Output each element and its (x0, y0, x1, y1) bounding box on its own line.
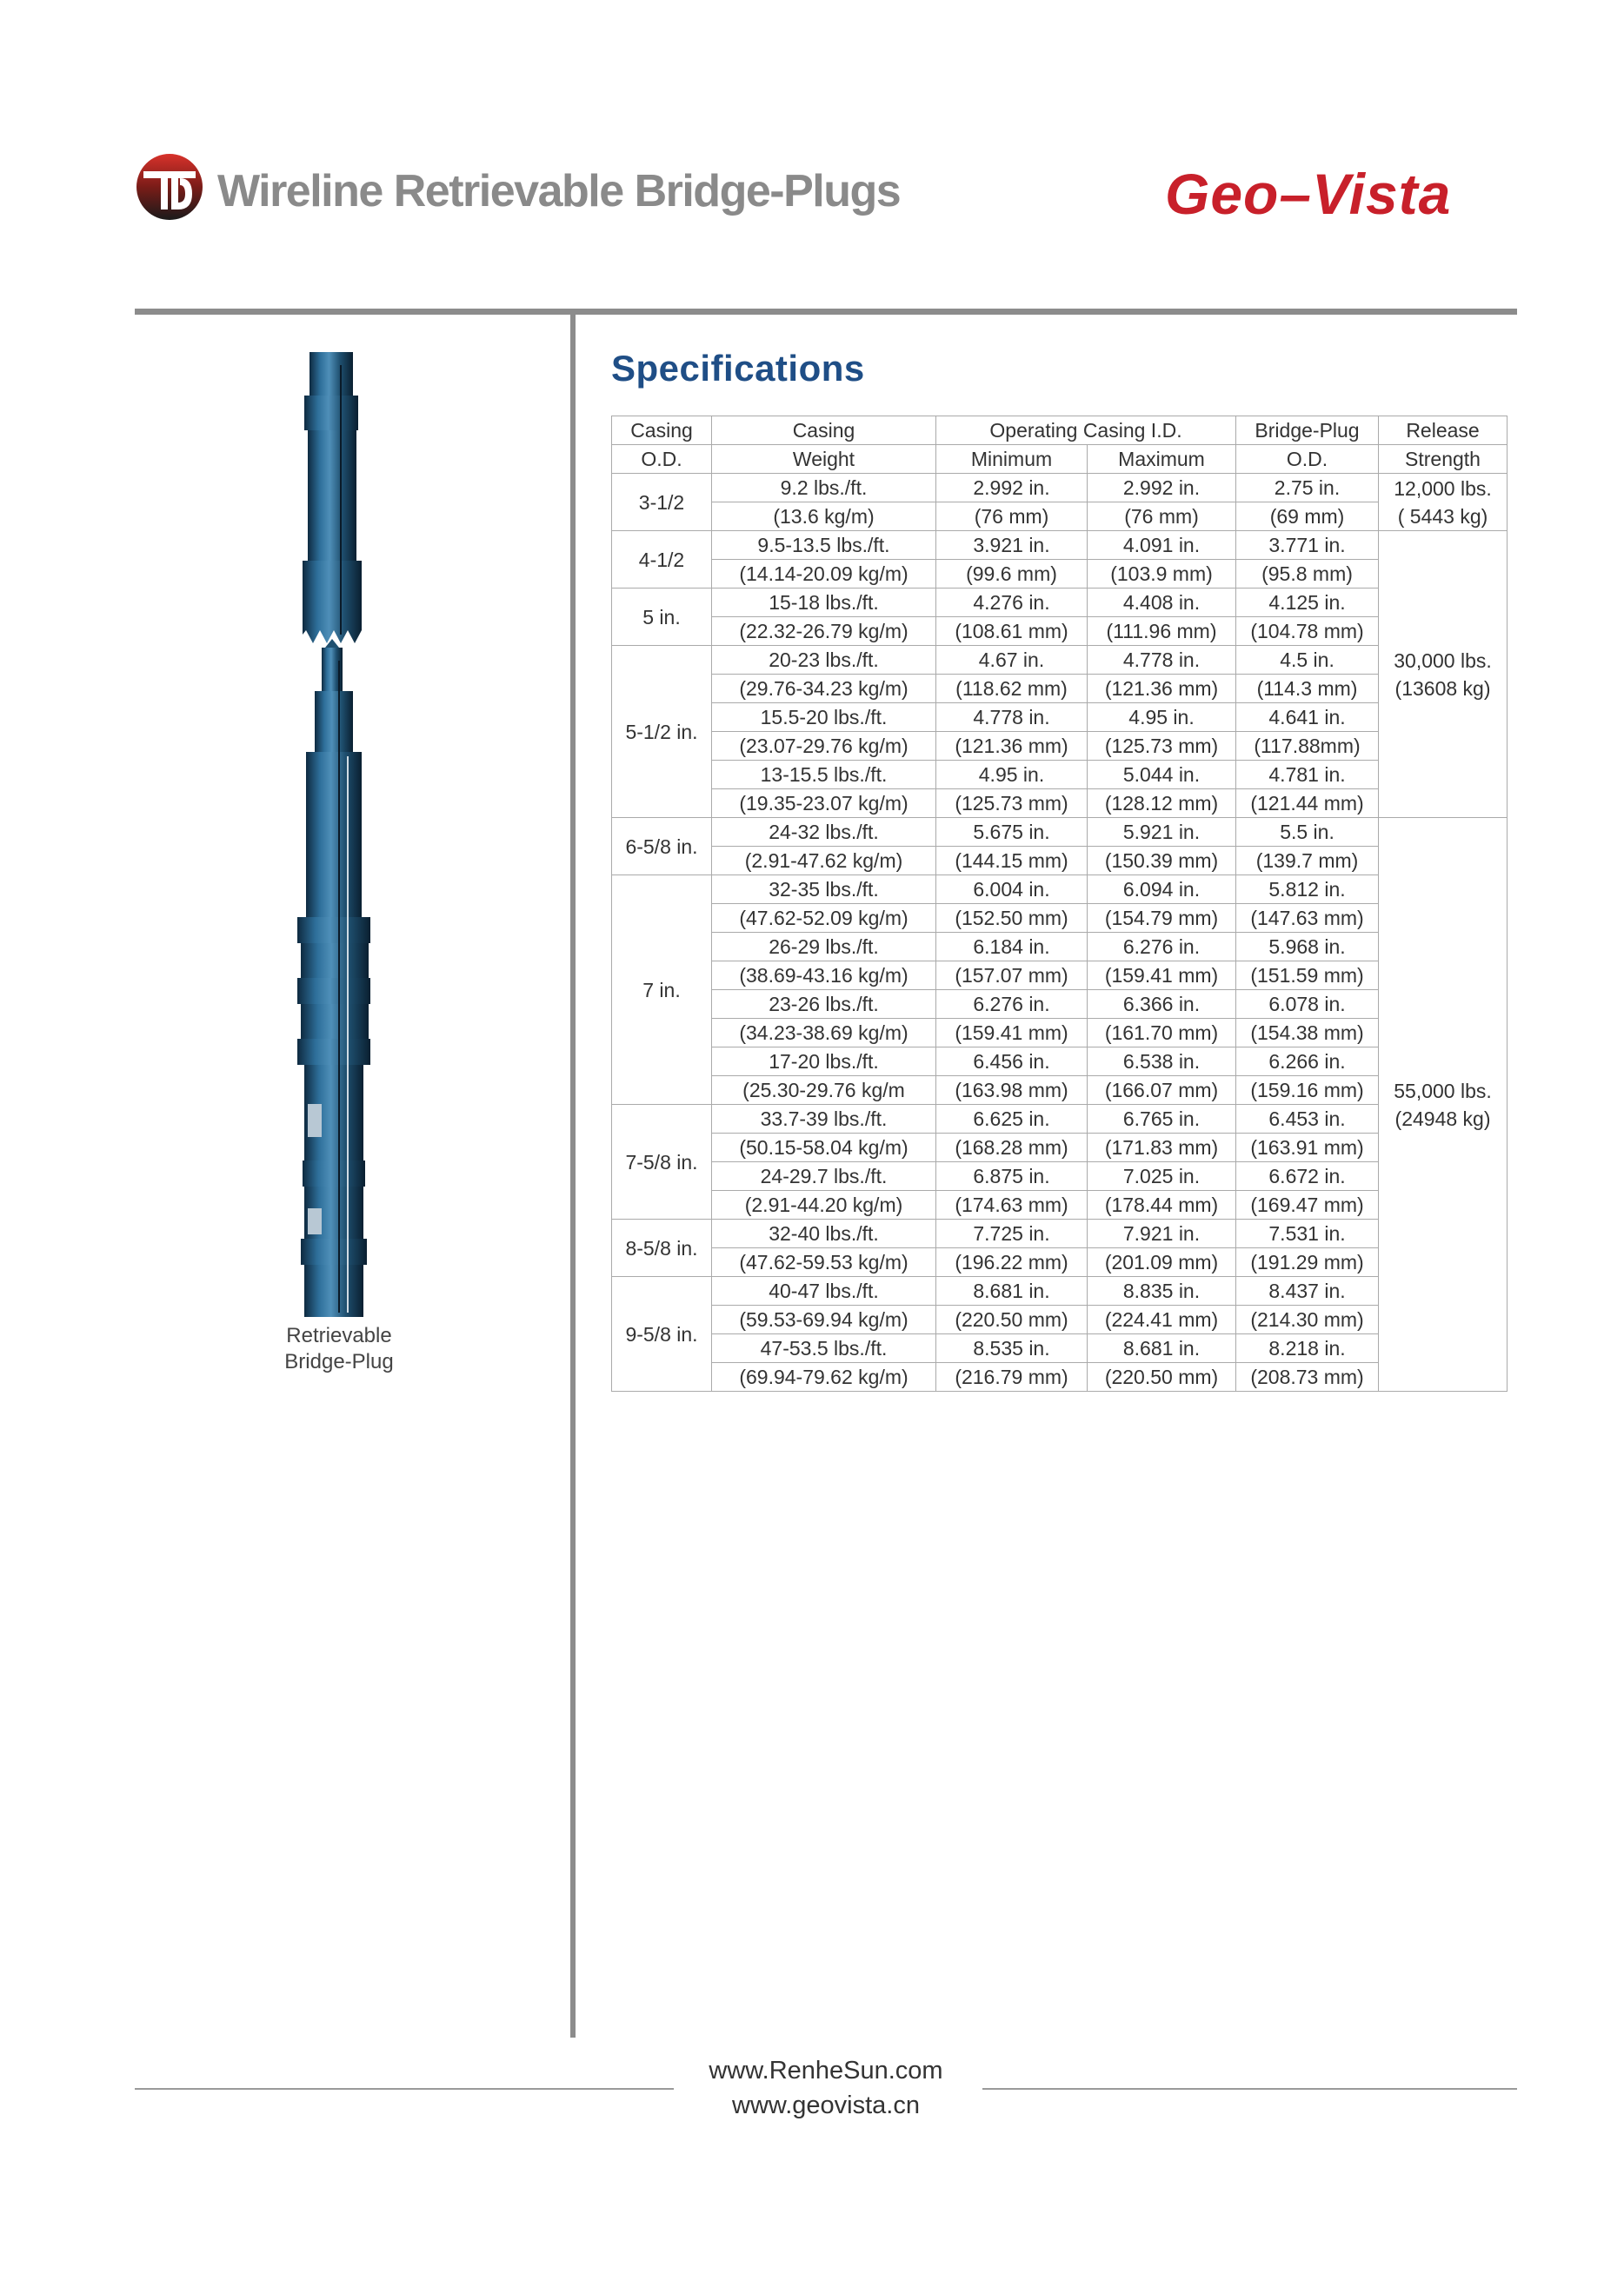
min-id-cell: (157.07 mm) (936, 961, 1088, 990)
header-minimum: Minimum (936, 445, 1088, 474)
plug-od-cell: 4.5 in. (1236, 646, 1379, 675)
min-id-cell: (144.15 mm) (936, 847, 1088, 875)
release-strength-kg: ( 5443 kg) (1397, 504, 1488, 528)
max-id-cell: (150.39 mm) (1088, 847, 1236, 875)
plug-od-cell: (139.7 mm) (1236, 847, 1379, 875)
casing-weight-cell: (69.94-79.62 kg/m) (712, 1363, 936, 1392)
max-id-cell: 7.025 in. (1088, 1162, 1236, 1191)
min-id-cell: (108.61 mm) (936, 617, 1088, 646)
min-id-cell: 7.725 in. (936, 1220, 1088, 1248)
max-id-cell: (171.83 mm) (1088, 1134, 1236, 1162)
max-id-cell: (201.09 mm) (1088, 1248, 1236, 1277)
min-id-cell: 2.992 in. (936, 474, 1088, 502)
casing-weight-cell: 47-53.5 lbs./ft. (712, 1334, 936, 1363)
table-row (612, 1191, 1508, 1220)
footer-rule-left (135, 2088, 674, 2090)
casing-weight-cell: (38.69-43.16 kg/m) (712, 961, 936, 990)
table-row (612, 617, 1508, 646)
casing-weight-cell: (25.30-29.76 kg/m (712, 1076, 936, 1105)
header-casing-weight: Casing (712, 416, 936, 445)
page-title: Wireline Retrievable Bridge-Plugs (217, 166, 901, 216)
table-row (612, 789, 1508, 818)
casing-weight-cell: 9.2 lbs./ft. (712, 474, 936, 502)
bridge-plug-tool-icon (287, 348, 391, 1321)
release-strength-cell (1379, 818, 1508, 1392)
plug-od-cell: 5.968 in. (1236, 933, 1379, 961)
min-id-cell: 4.95 in. (936, 761, 1088, 789)
max-id-cell: (224.41 mm) (1088, 1306, 1236, 1334)
max-id-cell: (154.79 mm) (1088, 904, 1236, 933)
table-row (612, 675, 1508, 703)
table-row (612, 732, 1508, 761)
table-row (612, 1076, 1508, 1105)
plug-od-cell: 8.218 in. (1236, 1334, 1379, 1363)
plug-od-cell: 7.531 in. (1236, 1220, 1379, 1248)
max-id-cell: (159.41 mm) (1088, 961, 1236, 990)
specifications-heading: Specifications (611, 348, 865, 389)
table-row (612, 818, 1508, 847)
plug-od-cell: 8.437 in. (1236, 1277, 1379, 1306)
min-id-cell: 4.276 in. (936, 589, 1088, 617)
casing-weight-cell: (19.35-23.07 kg/m) (712, 789, 936, 818)
casing-weight-cell: 23-26 lbs./ft. (712, 990, 936, 1019)
min-id-cell: 3.921 in. (936, 531, 1088, 560)
min-id-cell: 6.184 in. (936, 933, 1088, 961)
release-strength-cell (1379, 531, 1508, 818)
max-id-cell: 6.366 in. (1088, 990, 1236, 1019)
caption-line-1: Retrievable (286, 1324, 392, 1347)
plug-od-cell: 4.641 in. (1236, 703, 1379, 732)
max-id-cell: 6.538 in. (1088, 1047, 1236, 1076)
plug-od-cell: (151.59 mm) (1236, 961, 1379, 990)
casing-weight-cell: (23.07-29.76 kg/m) (712, 732, 936, 761)
table-row (612, 1162, 1508, 1191)
min-id-cell: (152.50 mm) (936, 904, 1088, 933)
max-id-cell: 8.835 in. (1088, 1277, 1236, 1306)
table-row (612, 1220, 1508, 1248)
min-id-cell: (216.79 mm) (936, 1363, 1088, 1392)
min-id-cell: (76 mm) (936, 502, 1088, 531)
casing-weight-cell: (50.15-58.04 kg/m) (712, 1134, 936, 1162)
max-id-cell: 7.921 in. (1088, 1220, 1236, 1248)
min-id-cell: (118.62 mm) (936, 675, 1088, 703)
max-id-cell: 6.094 in. (1088, 875, 1236, 904)
casing-od-cell: 8-5/8 in. (612, 1220, 712, 1277)
plug-od-cell: 6.453 in. (1236, 1105, 1379, 1134)
max-id-cell: (103.9 mm) (1088, 560, 1236, 589)
table-row (612, 1334, 1508, 1363)
plug-od-cell: (191.29 mm) (1236, 1248, 1379, 1277)
casing-weight-cell: 9.5-13.5 lbs./ft. (712, 531, 936, 560)
plug-od-cell: 6.266 in. (1236, 1047, 1379, 1076)
header-casing-od-2: O.D. (612, 445, 712, 474)
table-row (612, 1363, 1508, 1392)
plug-od-cell: 2.75 in. (1236, 474, 1379, 502)
header-casing-weight-2: Weight (712, 445, 936, 474)
casing-weight-cell: (29.76-34.23 kg/m) (712, 675, 936, 703)
min-id-cell: (174.63 mm) (936, 1191, 1088, 1220)
table-row (612, 1019, 1508, 1047)
release-strength-lbs: 55,000 lbs. (1394, 1079, 1492, 1102)
min-id-cell: 6.276 in. (936, 990, 1088, 1019)
release-strength-cell (1379, 474, 1508, 531)
casing-weight-cell: 24-29.7 lbs./ft. (712, 1162, 936, 1191)
plug-od-cell: (117.88mm) (1236, 732, 1379, 761)
release-strength-kg: (24948 kg) (1394, 1107, 1491, 1130)
casing-od-cell: 5-1/2 in. (612, 646, 712, 818)
max-id-cell: (220.50 mm) (1088, 1363, 1236, 1392)
casing-weight-cell: (2.91-47.62 kg/m) (712, 847, 936, 875)
casing-od-cell: 3-1/2 (612, 474, 712, 531)
plug-od-cell: (169.47 mm) (1236, 1191, 1379, 1220)
plug-od-cell: 6.078 in. (1236, 990, 1379, 1019)
casing-weight-cell: 15.5-20 lbs./ft. (712, 703, 936, 732)
table-row (612, 589, 1508, 617)
max-id-cell: (125.73 mm) (1088, 732, 1236, 761)
header-release: Release (1379, 416, 1508, 445)
casing-weight-cell: (14.14-20.09 kg/m) (712, 560, 936, 589)
release-strength-lbs: 12,000 lbs. (1394, 476, 1492, 500)
min-id-cell: 5.675 in. (936, 818, 1088, 847)
plug-od-cell: (208.73 mm) (1236, 1363, 1379, 1392)
specifications-table (611, 416, 1508, 1392)
casing-od-cell: 4-1/2 (612, 531, 712, 589)
min-id-cell: 8.535 in. (936, 1334, 1088, 1363)
casing-weight-cell: 17-20 lbs./ft. (712, 1047, 936, 1076)
table-row (612, 904, 1508, 933)
max-id-cell: (121.36 mm) (1088, 675, 1236, 703)
table-row (612, 990, 1508, 1019)
brand-logo: Geo–Vista (1165, 162, 1452, 226)
footer-url-renhesun: www.RenheSun.com (709, 2057, 943, 2085)
min-id-cell: 6.456 in. (936, 1047, 1088, 1076)
casing-weight-cell: 32-35 lbs./ft. (712, 875, 936, 904)
table-row (612, 1134, 1508, 1162)
casing-weight-cell: (34.23-38.69 kg/m) (712, 1019, 936, 1047)
release-strength-kg: (13608 kg) (1394, 676, 1491, 700)
plug-od-cell: (163.91 mm) (1236, 1134, 1379, 1162)
casing-weight-cell: 40-47 lbs./ft. (712, 1277, 936, 1306)
casing-weight-cell: (13.6 kg/m) (712, 502, 936, 531)
casing-od-cell: 7 in. (612, 875, 712, 1105)
release-strength-lbs: 30,000 lbs. (1394, 648, 1492, 672)
max-id-cell: (128.12 mm) (1088, 789, 1236, 818)
min-id-cell: (220.50 mm) (936, 1306, 1088, 1334)
footer-rule-right (982, 2088, 1517, 2090)
casing-od-cell: 6-5/8 in. (612, 818, 712, 875)
min-id-cell: (196.22 mm) (936, 1248, 1088, 1277)
max-id-cell: 5.921 in. (1088, 818, 1236, 847)
table-row (612, 646, 1508, 675)
header-row-1 (612, 416, 1508, 445)
plug-od-cell: (154.38 mm) (1236, 1019, 1379, 1047)
casing-weight-cell: (2.91-44.20 kg/m) (712, 1191, 936, 1220)
header-row-2 (612, 445, 1508, 474)
max-id-cell: (166.07 mm) (1088, 1076, 1236, 1105)
plug-od-cell: (69 mm) (1236, 502, 1379, 531)
casing-od-cell: 9-5/8 in. (612, 1277, 712, 1392)
min-id-cell: 6.004 in. (936, 875, 1088, 904)
plug-od-cell: 3.771 in. (1236, 531, 1379, 560)
min-id-cell: 6.875 in. (936, 1162, 1088, 1191)
casing-weight-cell: (47.62-52.09 kg/m) (712, 904, 936, 933)
plug-od-cell: (147.63 mm) (1236, 904, 1379, 933)
top-divider (135, 309, 1517, 315)
header-operating-id: Operating Casing I.D. (936, 416, 1236, 445)
casing-weight-cell: 13-15.5 lbs./ft. (712, 761, 936, 789)
min-id-cell: (159.41 mm) (936, 1019, 1088, 1047)
figure-caption (261, 1323, 417, 1375)
max-id-cell: 8.681 in. (1088, 1334, 1236, 1363)
table-row (612, 1248, 1508, 1277)
min-id-cell: (163.98 mm) (936, 1076, 1088, 1105)
table-row (612, 1047, 1508, 1076)
caption-line-2: Bridge-Plug (284, 1350, 394, 1373)
plug-od-cell: 5.812 in. (1236, 875, 1379, 904)
plug-od-cell: 5.5 in. (1236, 818, 1379, 847)
min-id-cell: (99.6 mm) (936, 560, 1088, 589)
table-row (612, 531, 1508, 560)
casing-weight-cell: 20-23 lbs./ft. (712, 646, 936, 675)
min-id-cell: 4.778 in. (936, 703, 1088, 732)
header-release-2: Strength (1379, 445, 1508, 474)
casing-od-cell: 5 in. (612, 589, 712, 646)
table-row (612, 961, 1508, 990)
footer-url-geovista: www.geovista.cn (732, 2091, 920, 2119)
table-row (612, 847, 1508, 875)
table-row (612, 502, 1508, 531)
table-row (612, 560, 1508, 589)
plug-od-cell: 4.125 in. (1236, 589, 1379, 617)
plug-od-cell: (121.44 mm) (1236, 789, 1379, 818)
column-divider (570, 315, 576, 2038)
max-id-cell: 4.778 in. (1088, 646, 1236, 675)
casing-weight-cell: 26-29 lbs./ft. (712, 933, 936, 961)
min-id-cell: (168.28 mm) (936, 1134, 1088, 1162)
min-id-cell: (121.36 mm) (936, 732, 1088, 761)
footer (661, 2053, 991, 2123)
min-id-cell: 6.625 in. (936, 1105, 1088, 1134)
casing-weight-cell: (22.32-26.79 kg/m) (712, 617, 936, 646)
header-plug-od: Bridge-Plug (1236, 416, 1379, 445)
table-row (612, 1105, 1508, 1134)
max-id-cell: 5.044 in. (1088, 761, 1236, 789)
casing-weight-cell: 24-32 lbs./ft. (712, 818, 936, 847)
table-row (612, 875, 1508, 904)
min-id-cell: (125.73 mm) (936, 789, 1088, 818)
header-casing-od: Casing (612, 416, 712, 445)
casing-weight-cell: (47.62-59.53 kg/m) (712, 1248, 936, 1277)
table-row (612, 1306, 1508, 1334)
max-id-cell: 4.95 in. (1088, 703, 1236, 732)
max-id-cell: 4.091 in. (1088, 531, 1236, 560)
table-row (612, 933, 1508, 961)
plug-od-cell: (214.30 mm) (1236, 1306, 1379, 1334)
max-id-cell: 6.765 in. (1088, 1105, 1236, 1134)
max-id-cell: 4.408 in. (1088, 589, 1236, 617)
max-id-cell: (111.96 mm) (1088, 617, 1236, 646)
renhesun-logo-icon (135, 152, 204, 222)
table-row (612, 703, 1508, 732)
max-id-cell: 2.992 in. (1088, 474, 1236, 502)
plug-od-cell: 6.672 in. (1236, 1162, 1379, 1191)
plug-od-cell: (114.3 mm) (1236, 675, 1379, 703)
plug-od-cell: (104.78 mm) (1236, 617, 1379, 646)
casing-weight-cell: 32-40 lbs./ft. (712, 1220, 936, 1248)
max-id-cell: 6.276 in. (1088, 933, 1236, 961)
casing-od-cell: 7-5/8 in. (612, 1105, 712, 1220)
plug-od-cell: (159.16 mm) (1236, 1076, 1379, 1105)
min-id-cell: 4.67 in. (936, 646, 1088, 675)
table-row (612, 761, 1508, 789)
plug-od-cell: 4.781 in. (1236, 761, 1379, 789)
casing-weight-cell: (59.53-69.94 kg/m) (712, 1306, 936, 1334)
header-maximum: Maximum (1088, 445, 1236, 474)
casing-weight-cell: 33.7-39 lbs./ft. (712, 1105, 936, 1134)
table-row (612, 474, 1508, 502)
table-row (612, 1277, 1508, 1306)
header-plug-od-2: O.D. (1236, 445, 1379, 474)
plug-od-cell: (95.8 mm) (1236, 560, 1379, 589)
max-id-cell: (76 mm) (1088, 502, 1236, 531)
max-id-cell: (161.70 mm) (1088, 1019, 1236, 1047)
casing-weight-cell: 15-18 lbs./ft. (712, 589, 936, 617)
min-id-cell: 8.681 in. (936, 1277, 1088, 1306)
max-id-cell: (178.44 mm) (1088, 1191, 1236, 1220)
